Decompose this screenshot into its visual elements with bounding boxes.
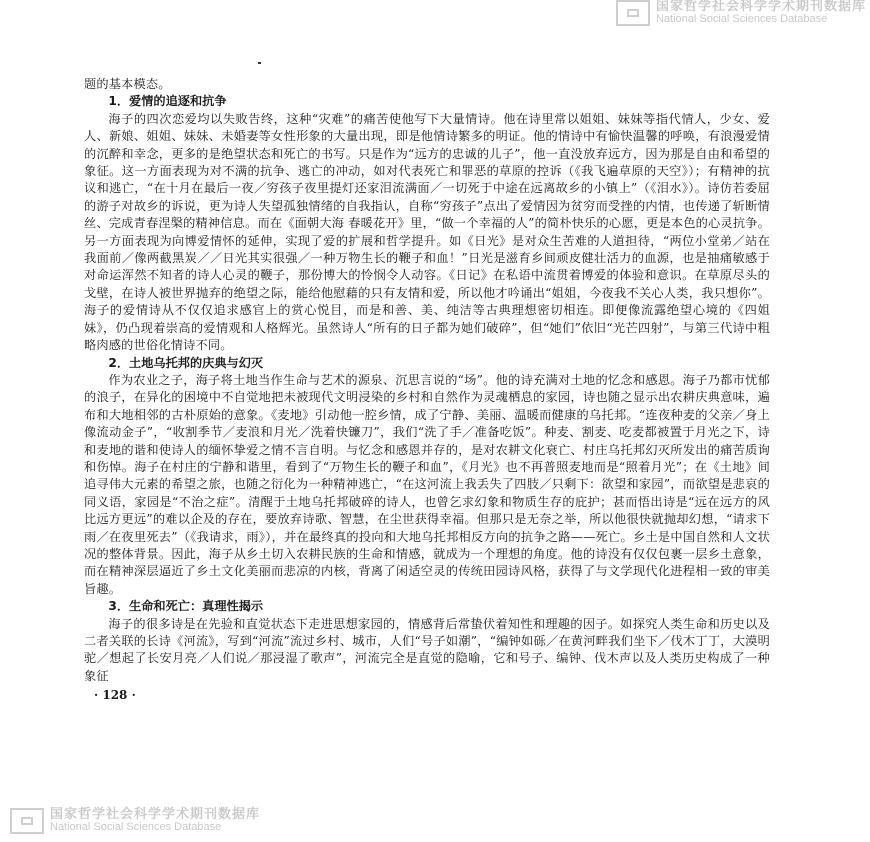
- section-paragraph-love: 海子的四次恋爱均以失败告终，这种“灾难”的痛苦使他写下大量情诗。他在诗里常以姐姐、妹妹等指代情人，少女、爱人、新娘、姐姐、妹妹、未婚妻等女性形象的大量出现，即是他情诗繁多的明证。他的情诗中有愉快温馨的呼唤，有浪漫爱情的沉醉和幸念，更多的是绝望状态和死亡的书写。只是作为“远方的忠诚的儿子”，他一直没放弃远方，因为那是自由和希望的象征。这一方面表现为对不满的抗争、逃亡的冲动，如对代表死亡和罪恶的草原的控诉（《我飞遍草原的天空》）；有精神的抗议和逃亡，“在十月在最后一夜／穷孩子夜里提灯还家泪流满面／一切死于中途在远离故乡的小镇上”（《泪水》）。诗仿若委屈的游子对故乡的诉说，更为诗人失望孤独情绪的自我指认，自称“穷孩子”点出了爱情因为贫穷而受挫的内情，也传递了斩断情丝、完成青春涅槃的精神信息。而在《面朝大海 春暖花开》里，“做一个幸福的人”的简朴快乐的心愿，更是本色的心灵抗争。另一方面表现为向博爱情怀的延伸，实现了爱的扩展和哲学提升。如《日光》是对众生苦难的人道担待，“两位小堂弟／站在我面前／像两截黑炭／／日光其实很强／一种万物生长的鞭子和血！”日光是滋育乡间顽皮健壮活力的血源，也是抽痛敏感于对命运浑然不知者的诗人心灵的鞭子，那份博大的怜悯令人动容。《日记》在私语中流贯着博爱的体验和意识。在草原尽头的戈壁，在诗人被世界抛弃的绝望之际，能给他慰藉的只有友情和爱，所以他才吟诵出“姐姐，今夜我不关心人类，我只想你”。海子的爱情诗从不仅仅追求感官上的赏心悦目，而是和善、美、纯洁等古典理想密切相连。即便像流露绝望心境的《四姐妹》，仍凸现着崇高的爱情观和人格辉光。虽然诗人“所有的日子都为她们破碎”，但“她们”依旧“光芒四射”，与第三代诗中粗略肉感的世俗化情诗不同。: [84, 111, 770, 353]
- watermark-name-cn: 国家哲学社会科学学术期刊数据库: [655, 0, 866, 14]
- watermark-name-en: National Social Sciences Database: [655, 13, 828, 25]
- database-watermark-bottom: [10, 808, 260, 834]
- intro-line: 题的基本模态。: [84, 77, 171, 91]
- stray-dot: [258, 62, 261, 64]
- database-watermark-top: [616, 0, 866, 26]
- section-heading-life-death: 3．生命和死亡：真理性揭示: [108, 599, 264, 614]
- database-logo-icon: [10, 808, 44, 834]
- section-paragraph-land: 作为农业之子，海子将土地当作生命与艺术的源泉、沉思言说的“场”。他的诗充满对土地的忆念和感恩。海子乃都市忧郁的浪子，在异化的困境中不自觉地把未被现代文明浸染的乡村和自然作为灵魂栖息的家园，诗也随之显示出农耕庆典意味，遍布和大地相邻的古朴原始的意象。《麦地》引动他一腔乡情，成了宁静、美丽、温暖而健康的乌托邦。“连夜种麦的父亲／身上像流动金子”，“收割季节／麦浪和月光／洗着快镰刀”，我们“洗了手／准备吃饭”。种麦、割麦、吃麦都被置于月光之下，诗和麦地的谐和使诗人的缅怀挚爱之情不言自明。与忆念和感恩并存的，是对农耕文化衰亡、村庄乌托邦幻灭所发出的痛苦质询和伤悼。海子在村庄的宁静和谐里，看到了“万物生长的鞭子和血”，《月光》也不再普照麦地而是“照着月光”；在《土地》间追寻伟大元素的希望之旅，也随之衍化为一种精神逃亡，“在这河流上我丢失了四肢／只剩下：欲望和家园”，而欲望是悲哀的同义语，家园是“不治之症”。清醒于土地乌托邦破碎的诗人，也曾乞求幻象和物质生存的庇护；甚而悟出诗是“远在远方的风比远方更远”的难以企及的存在，要放弃诗歌、智慧，在尘世获得幸福。但那只是无奈之举，所以他很快就抛却幻想，“请求下雨／在夜里死去”（《我请求，雨》），并在最终真的投向和大地乌托邦相反方向的抗争之路——死亡。乡土是中国自然和人文状况的整体背景。因此，海子从乡土切入农耕民族的生命和情感，就成为一个理想的角度。他的诗没有仅仅包裹一层乡土意象，而在精神深层逼近了乡土文化美丽而悲凉的内核，背离了闲适空灵的传统田园诗风格，获得了与文学现代化进程相一致的审美旨趣。: [84, 372, 770, 596]
- document-body: [84, 76, 770, 703]
- database-logo-icon: [616, 0, 650, 26]
- watermark-name-en: National Social Sciences Database: [50, 821, 222, 833]
- section-heading-love: 1．爱情的追逐和抗争: [108, 94, 227, 109]
- section-heading-land: 2．土地乌托邦的庆典与幻灭: [108, 355, 264, 370]
- section-paragraph-life-death: 海子的很多诗是在先验和直觉状态下走进思想家园的，情感背后常蛰伏着知性和理趣的因子。如探究人类生命和历史以及二者关联的长诗《河流》，写到“河流”流过乡村、城市，人们“号子如潮”，“编钟如砾／在黄河畔我们坐下／伐木丁丁，大漠明驼／想起了长安月亮／人们说／那浸湿了歌声”，河流完全是直觉的隐喻，它和号子、编钟、伐木声以及人类历史构成了一种象征: [84, 616, 770, 683]
- watermark-name-cn: 国家哲学社会科学学术期刊数据库: [50, 807, 261, 822]
- page-number: · 128 ·: [94, 688, 136, 703]
